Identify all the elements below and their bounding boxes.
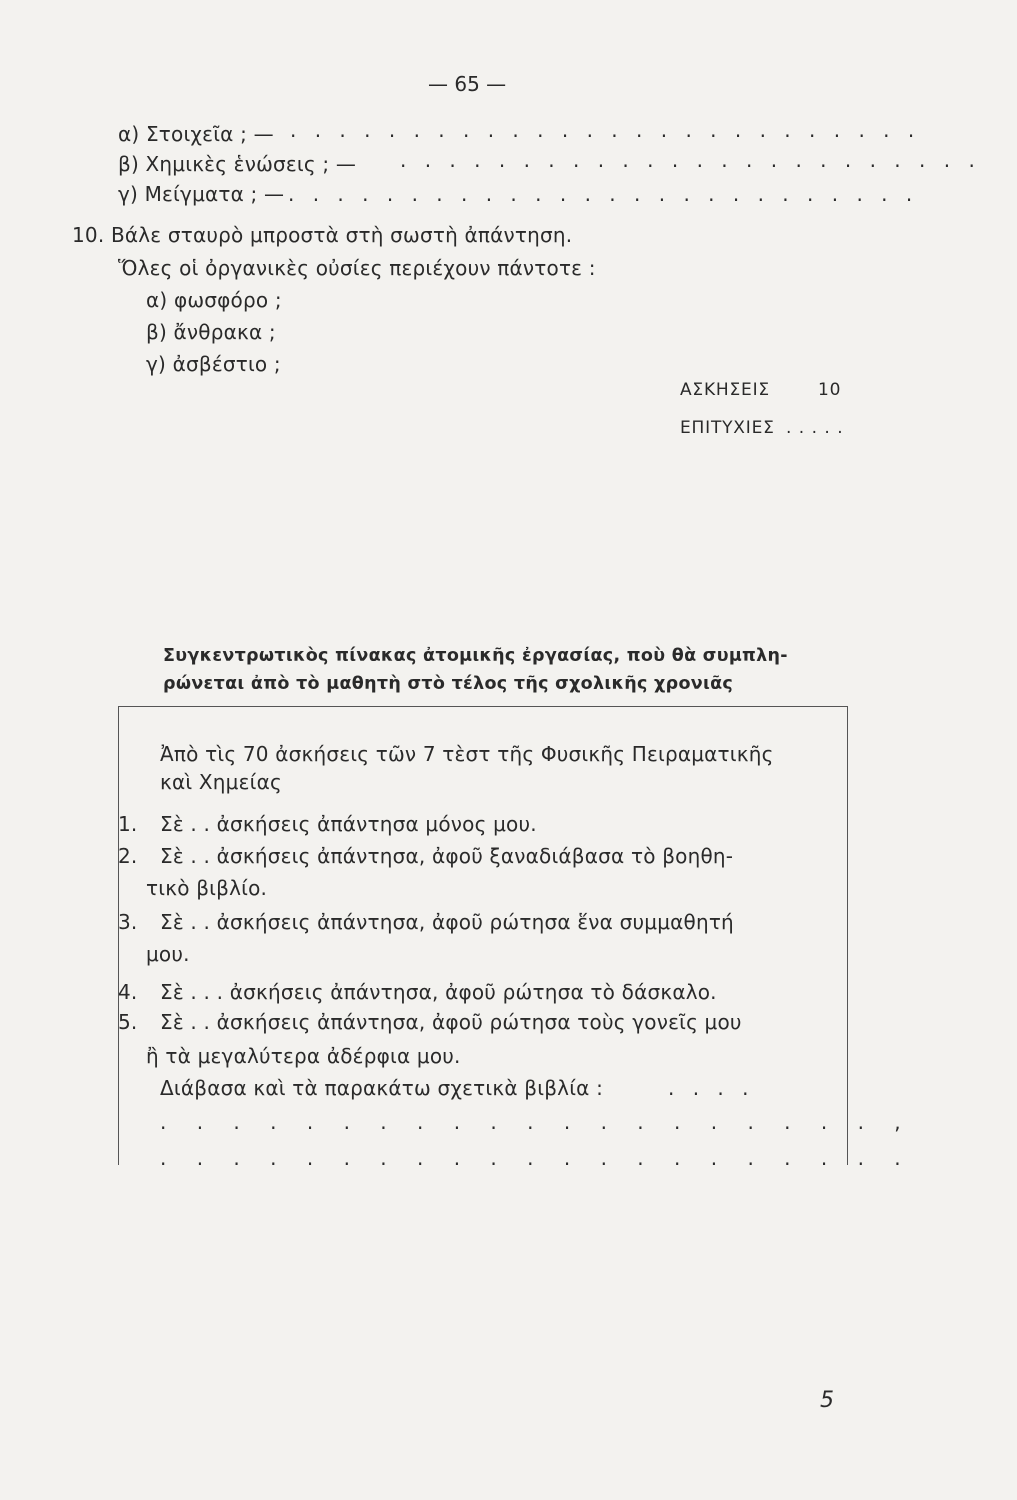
- item-2: Σὲ . . ἀσκήσεις ἀπάντησα, ἀφοῦ ξαναδιάβασα τὸ βοηθη-: [160, 844, 734, 868]
- item-3: Σὲ . . ἀσκήσεις ἀπάντησα, ἀφοῦ ρώτησα ἕνα συμμαθητή: [160, 910, 734, 934]
- item-4: Σὲ . . . ἀσκήσεις ἀπάντησα, ἀφοῦ ρώτησα τὸ δάσκαλο.: [160, 980, 717, 1004]
- item-2-number: 2.: [118, 844, 138, 868]
- exercises-value: 10: [818, 380, 842, 400]
- item-5: Σὲ . . ἀσκήσεις ἀπάντησα, ἀφοῦ ρώτησα τοὺς γονεῖς μου: [160, 1010, 742, 1034]
- successes-label: ΕΠΙΤΥΧΙΕΣ: [680, 418, 775, 438]
- table-heading-line2: ρώνεται ἀπὸ τὸ μαθητὴ στὸ τέλος τῆς σχολικῆς χρονιᾶς: [163, 674, 734, 694]
- footer-page-number: 5: [820, 1388, 834, 1413]
- page-number: — 65 —: [428, 72, 507, 96]
- option-a: α) φωσφόρο ;: [146, 288, 282, 312]
- line-mixtures-dots: . . . . . . . . . . . . . . . . . . . . . . . . . .: [288, 182, 919, 206]
- reading-dots: . . . .: [668, 1076, 755, 1100]
- question-10: 10. Βάλε σταυρὸ μπροστὰ στὴ σωστὴ ἀπάντηση.: [72, 223, 573, 247]
- line-elements: α) Στοιχεῖα ; —: [118, 122, 274, 146]
- line-compounds-dots: . . . . . . . . . . . . . . . . . . . . . . . .: [400, 148, 981, 172]
- blank-dots-row-1: . . . . . . . . . . . . . . . . . . . . ,: [160, 1110, 913, 1134]
- item-2-cont: τικὸ βιβλίο.: [146, 876, 268, 900]
- item-4-number: 4.: [118, 980, 138, 1004]
- option-c: γ) ἀσβέστιο ;: [146, 352, 281, 376]
- item-5-number: 5.: [118, 1010, 138, 1034]
- box-intro-cont: καὶ Χημείας: [160, 770, 282, 794]
- table-heading-line1: Συγκεντρωτικὸς πίνακας ἀτομικῆς ἐργασίας, ποὺ θὰ συμπλη-: [163, 646, 788, 666]
- blank-dots-row-2: . . . . . . . . . . . . . . . . . . . . .: [160, 1146, 913, 1170]
- option-b: β) ἄνθρακα ;: [146, 320, 276, 344]
- exercises-label: ΑΣΚΗΣΕΙΣ: [680, 380, 770, 400]
- item-5-cont: ἢ τὰ μεγαλύτερα ἀδέρφια μου.: [146, 1044, 461, 1068]
- line-mixtures: γ) Μείγματα ; —: [118, 182, 285, 206]
- question-10-sub: Ὅλες οἱ ὀργανικὲς οὐσίες περιέχουν πάντοτε :: [118, 256, 596, 280]
- reading-line: Διάβασα καὶ τὰ παρακάτω σχετικὰ βιβλία :: [160, 1076, 604, 1100]
- line-elements-dots: . . . . . . . . . . . . . . . . . . . . . . . . . .: [290, 118, 921, 142]
- item-3-cont: μου.: [146, 942, 190, 966]
- line-compounds: β) Χημικὲς ἑνώσεις ; —: [118, 152, 357, 176]
- item-1-number: 1.: [118, 812, 138, 836]
- item-1: Σὲ . . ἀσκήσεις ἀπάντησα μόνος μου.: [160, 812, 537, 836]
- box-intro: Ἀπὸ τὶς 70 ἀσκήσεις τῶν 7 τὲστ τῆς Φυσικῆς Πειραματικῆς: [160, 742, 774, 766]
- successes-dots: . . . . .: [786, 418, 844, 438]
- item-3-number: 3.: [118, 910, 138, 934]
